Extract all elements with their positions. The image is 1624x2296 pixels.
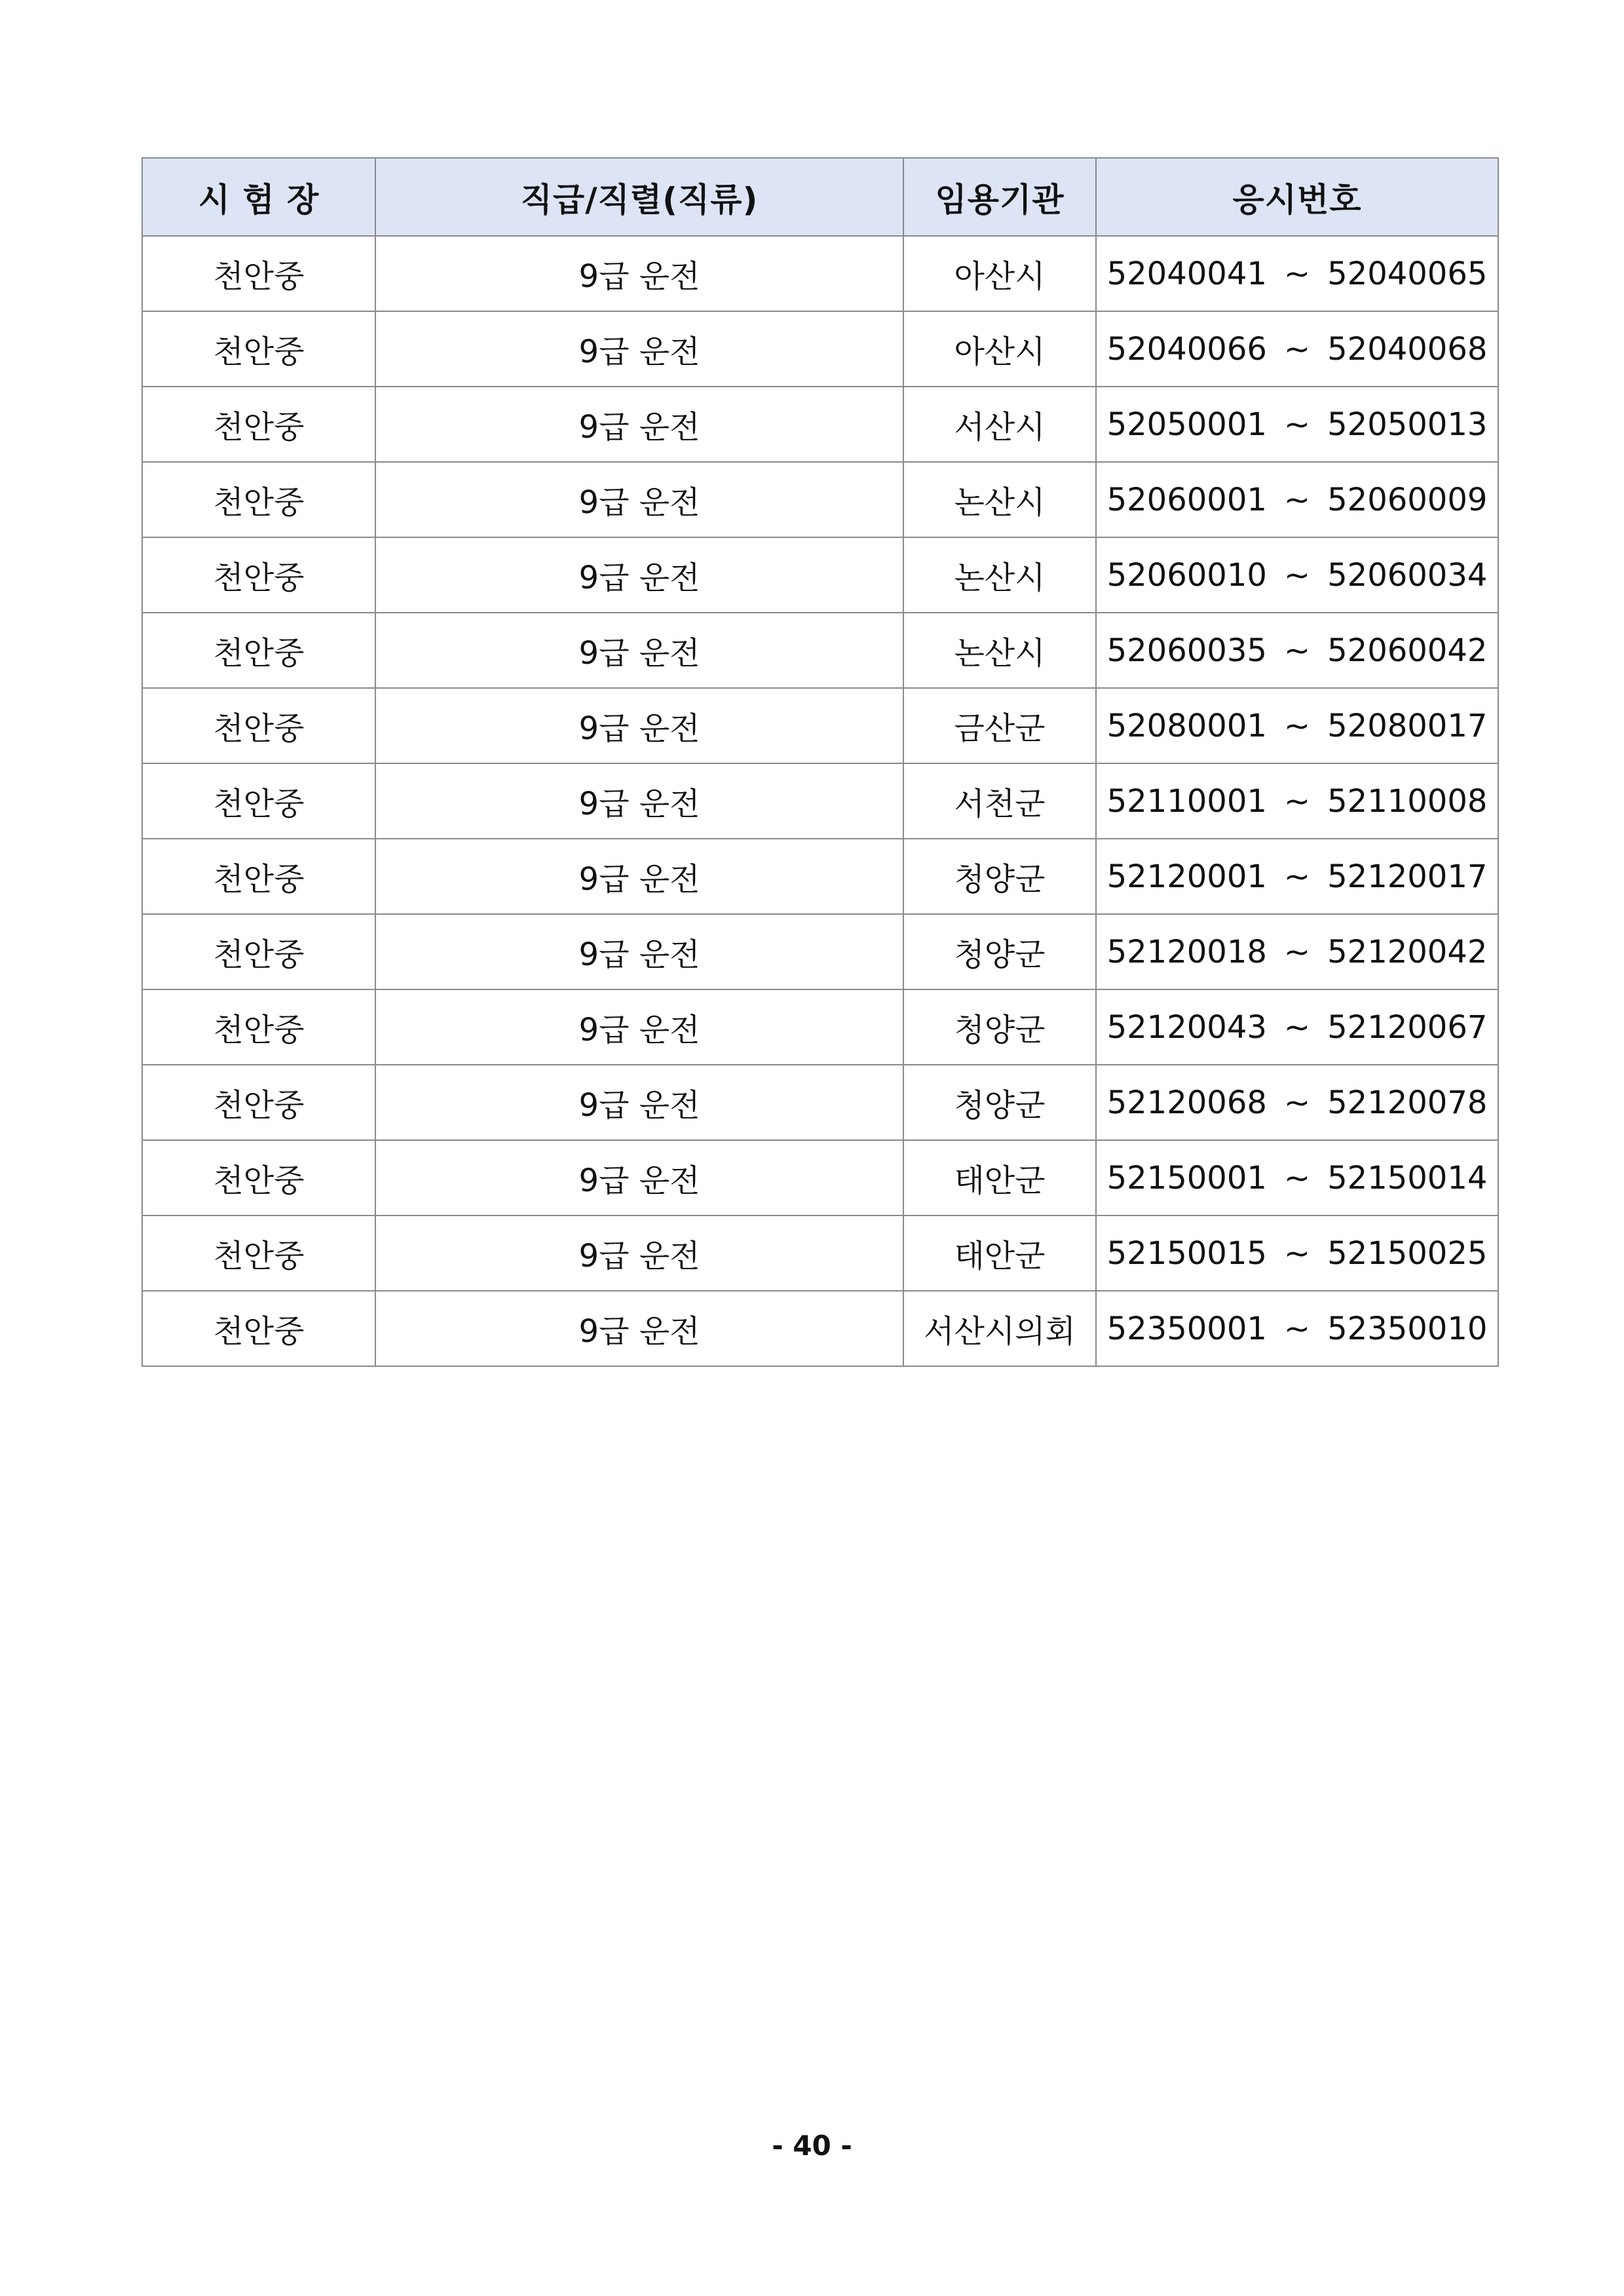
exam-number-to: 52040068 xyxy=(1327,330,1488,368)
cell-venue: 천안중 xyxy=(142,914,375,989)
range-separator: ~ xyxy=(1283,707,1311,744)
exam-number-to: 52040065 xyxy=(1327,255,1488,292)
cell-venue: 천안중 xyxy=(142,462,375,537)
exam-number-from: 52120043 xyxy=(1106,1008,1267,1046)
range-separator: ~ xyxy=(1283,255,1311,292)
exam-number-from: 52120068 xyxy=(1106,1084,1267,1121)
exam-number-to: 52350010 xyxy=(1327,1310,1488,1347)
cell-grade-series: 9급 운전 xyxy=(375,537,903,613)
cell-grade-series: 9급 운전 xyxy=(375,1140,903,1215)
exam-number-to: 52120017 xyxy=(1327,858,1488,895)
exam-number-to: 52120042 xyxy=(1327,933,1488,970)
range-separator: ~ xyxy=(1283,1310,1311,1347)
cell-venue: 천안중 xyxy=(142,537,375,613)
range-separator: ~ xyxy=(1283,1234,1311,1272)
cell-exam-number-range xyxy=(1096,1291,1498,1366)
cell-exam-number-range xyxy=(1096,613,1498,688)
cell-grade-series: 9급 운전 xyxy=(375,613,903,688)
exam-number-from: 52060035 xyxy=(1106,632,1267,669)
cell-appointing-agency: 아산시 xyxy=(903,236,1096,311)
exam-number-to: 52120078 xyxy=(1327,1084,1488,1121)
table-row xyxy=(142,763,1498,839)
exam-schedule-table xyxy=(142,157,1499,1367)
cell-venue: 천안중 xyxy=(142,688,375,763)
table-header-row xyxy=(142,158,1498,236)
page-number: - 40 - xyxy=(772,2130,852,2162)
exam-number-to: 52060009 xyxy=(1327,481,1488,518)
exam-number-from: 52040066 xyxy=(1106,330,1267,368)
cell-grade-series: 9급 운전 xyxy=(375,1291,903,1366)
exam-number-to: 52080017 xyxy=(1327,707,1488,744)
cell-grade-series: 9급 운전 xyxy=(375,462,903,537)
range-separator: ~ xyxy=(1283,858,1311,895)
exam-number-to: 52150025 xyxy=(1327,1234,1488,1272)
range-separator: ~ xyxy=(1283,1008,1311,1046)
table-row xyxy=(142,989,1498,1065)
cell-appointing-agency: 태안군 xyxy=(903,1215,1096,1291)
cell-appointing-agency: 서산시 xyxy=(903,387,1096,462)
cell-appointing-agency: 논산시 xyxy=(903,462,1096,537)
cell-appointing-agency: 금산군 xyxy=(903,688,1096,763)
range-separator: ~ xyxy=(1283,556,1311,594)
table-row xyxy=(142,688,1498,763)
cell-venue: 천안중 xyxy=(142,989,375,1065)
exam-number-from: 52060010 xyxy=(1106,556,1267,594)
cell-exam-number-range xyxy=(1096,688,1498,763)
range-separator: ~ xyxy=(1283,330,1311,368)
header-exam-number: 응시번호 xyxy=(1096,158,1498,236)
exam-number-from: 52060001 xyxy=(1106,481,1267,518)
cell-grade-series: 9급 운전 xyxy=(375,311,903,387)
table-row xyxy=(142,1140,1498,1215)
range-separator: ~ xyxy=(1283,782,1311,820)
table-row xyxy=(142,1065,1498,1140)
cell-grade-series: 9급 운전 xyxy=(375,1215,903,1291)
header-appointing-agency: 임용기관 xyxy=(903,158,1096,236)
cell-venue: 천안중 xyxy=(142,1291,375,1366)
table-body xyxy=(142,236,1498,1366)
cell-exam-number-range xyxy=(1096,1140,1498,1215)
cell-appointing-agency: 서산시의회 xyxy=(903,1291,1096,1366)
cell-grade-series: 9급 운전 xyxy=(375,989,903,1065)
exam-number-from: 52120018 xyxy=(1106,933,1267,970)
cell-venue: 천안중 xyxy=(142,387,375,462)
exam-number-to: 52110008 xyxy=(1327,782,1488,820)
cell-appointing-agency: 청양군 xyxy=(903,989,1096,1065)
cell-venue: 천안중 xyxy=(142,1140,375,1215)
exam-number-from: 52150015 xyxy=(1106,1234,1267,1272)
exam-number-to: 52120067 xyxy=(1327,1008,1488,1046)
cell-exam-number-range xyxy=(1096,989,1498,1065)
table-row xyxy=(142,537,1498,613)
table-row xyxy=(142,311,1498,387)
cell-venue: 천안중 xyxy=(142,613,375,688)
exam-number-from: 52150001 xyxy=(1106,1159,1267,1196)
cell-appointing-agency: 청양군 xyxy=(903,914,1096,989)
cell-appointing-agency: 청양군 xyxy=(903,839,1096,914)
cell-exam-number-range xyxy=(1096,387,1498,462)
cell-exam-number-range xyxy=(1096,236,1498,311)
exam-number-to: 52060034 xyxy=(1327,556,1488,594)
exam-number-from: 52040041 xyxy=(1106,255,1267,292)
table-row xyxy=(142,914,1498,989)
table-row xyxy=(142,839,1498,914)
header-venue: 시 험 장 xyxy=(142,158,375,236)
exam-number-from: 52110001 xyxy=(1106,782,1267,820)
cell-venue: 천안중 xyxy=(142,1215,375,1291)
cell-venue: 천안중 xyxy=(142,763,375,839)
range-separator: ~ xyxy=(1283,933,1311,970)
cell-exam-number-range xyxy=(1096,462,1498,537)
cell-appointing-agency: 청양군 xyxy=(903,1065,1096,1140)
cell-grade-series: 9급 운전 xyxy=(375,236,903,311)
exam-number-to: 52150014 xyxy=(1327,1159,1488,1196)
cell-appointing-agency: 논산시 xyxy=(903,537,1096,613)
cell-exam-number-range xyxy=(1096,763,1498,839)
cell-grade-series: 9급 운전 xyxy=(375,1065,903,1140)
cell-appointing-agency: 태안군 xyxy=(903,1140,1096,1215)
table-row xyxy=(142,1215,1498,1291)
table-row xyxy=(142,613,1498,688)
cell-grade-series: 9급 운전 xyxy=(375,688,903,763)
exam-number-to: 52060042 xyxy=(1327,632,1488,669)
cell-appointing-agency: 논산시 xyxy=(903,613,1096,688)
cell-grade-series: 9급 운전 xyxy=(375,763,903,839)
cell-grade-series: 9급 운전 xyxy=(375,839,903,914)
exam-number-from: 52080001 xyxy=(1106,707,1267,744)
table-row xyxy=(142,387,1498,462)
cell-venue: 천안중 xyxy=(142,236,375,311)
table-row xyxy=(142,236,1498,311)
cell-grade-series: 9급 운전 xyxy=(375,914,903,989)
cell-exam-number-range xyxy=(1096,914,1498,989)
table-row xyxy=(142,1291,1498,1366)
cell-exam-number-range xyxy=(1096,1215,1498,1291)
cell-exam-number-range xyxy=(1096,1065,1498,1140)
cell-venue: 천안중 xyxy=(142,839,375,914)
cell-venue: 천안중 xyxy=(142,1065,375,1140)
cell-venue: 천안중 xyxy=(142,311,375,387)
cell-exam-number-range xyxy=(1096,537,1498,613)
table-row xyxy=(142,462,1498,537)
range-separator: ~ xyxy=(1283,632,1311,669)
exam-number-from: 52120001 xyxy=(1106,858,1267,895)
cell-appointing-agency: 아산시 xyxy=(903,311,1096,387)
range-separator: ~ xyxy=(1283,406,1311,443)
header-grade-series: 직급/직렬(직류) xyxy=(375,158,903,236)
range-separator: ~ xyxy=(1283,1159,1311,1196)
cell-exam-number-range xyxy=(1096,839,1498,914)
cell-exam-number-range xyxy=(1096,311,1498,387)
cell-grade-series: 9급 운전 xyxy=(375,387,903,462)
exam-number-from: 52050001 xyxy=(1106,406,1267,443)
exam-number-from: 52350001 xyxy=(1106,1310,1267,1347)
range-separator: ~ xyxy=(1283,481,1311,518)
range-separator: ~ xyxy=(1283,1084,1311,1121)
exam-number-to: 52050013 xyxy=(1327,406,1488,443)
cell-appointing-agency: 서천군 xyxy=(903,763,1096,839)
